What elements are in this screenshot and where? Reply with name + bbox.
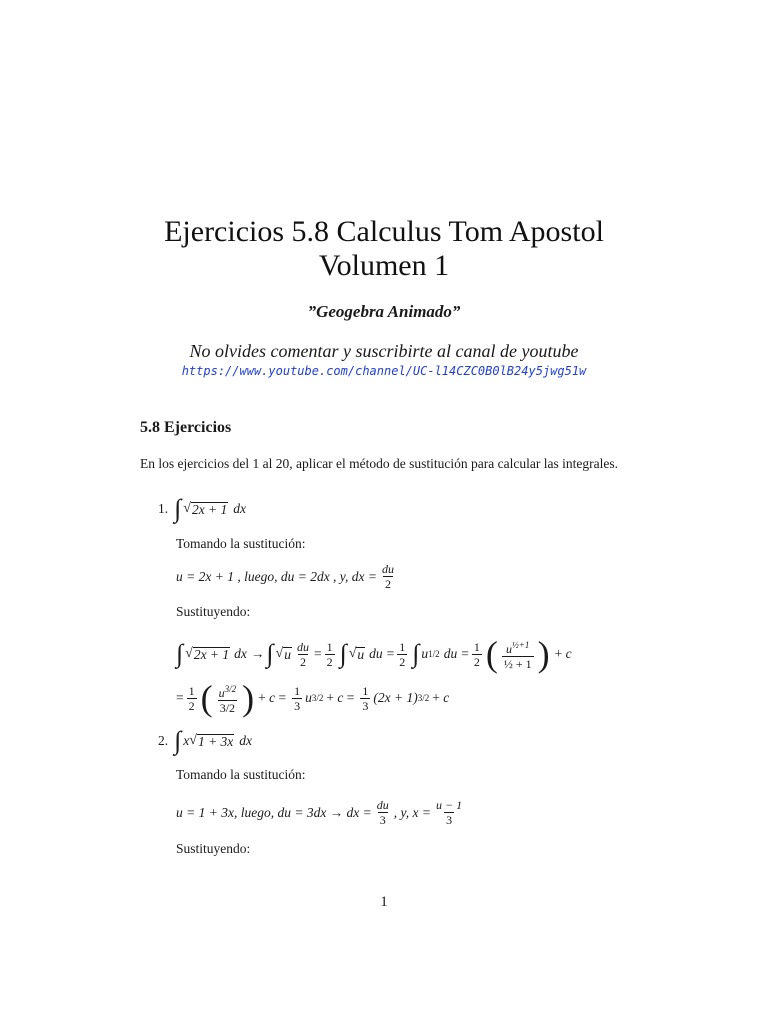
exercise-1-substitution-text: u = 2x + 1 , luego, du = 2dx , y, dx =	[176, 568, 378, 584]
section-heading: 5.8 Ejercicios	[140, 419, 232, 436]
exercise-1-derivation-line-2: = $\frac{1}{2}$ ( $\frac{u^{3/2}}{3/2}$ ) + c = $\frac{1}{3}$ u 3/2 + c = $\frac{1}{3}$ (2x + 1) 3/2 + c	[176, 678, 450, 718]
exercise-1-radicand: 2x + 1	[191, 501, 228, 517]
exercise-2-substitution	[176, 798, 467, 827]
title-line-1: Ejercicios 5.8 Calculus Tom Apostol	[164, 215, 604, 248]
youtube-channel-link[interactable]: https://www.youtube.com/channel/UC-l14CZC0B0lB24y5jwg51w	[181, 364, 587, 378]
page-number: 1	[380, 894, 388, 910]
exercise-2-frac2-den: 3	[446, 813, 453, 827]
exercise-2-statement: 2. ∫ x √ 1 + 3x dx	[158, 726, 253, 755]
exercise-2-substituting-label: Sustituyendo:	[176, 841, 251, 856]
section-intro: En los ejercicios del 1 al 20, aplicar el método de sustitución para calcular las integrales.	[140, 456, 618, 471]
exercise-1-substitution	[176, 562, 399, 591]
exercise-2-sub-mid: , y, x =	[393, 804, 432, 820]
exercise-1-frac-den: 2	[385, 577, 392, 591]
exercise-2-frac1-den: 3	[379, 813, 386, 827]
exercise-1-frac-num: du	[382, 562, 395, 576]
exercise-2-dx: dx	[239, 733, 253, 748]
exercise-1-derivation-line-1: ∫ √ 2x + 1 dx → ∫ √ u $\frac{du}{2}$ = $\frac{1}{2}$ ∫ √ u du = $\frac{1}{2}$ ∫ u 1/2 du = $\frac{1}{2}$ ( $\frac{u^{\frac{1}{2}+1}}{\text{½ + 1}}$ ) + c	[176, 634, 572, 674]
exercise-2-x: x	[183, 733, 190, 748]
title-line-2: Volumen 1	[318, 249, 450, 282]
exercise-2-frac1-num: du	[376, 798, 389, 812]
subscribe-reminder: No olvides comentar y suscribirte al canal de youtube	[189, 341, 579, 361]
exercise-2-radicand: 1 + 3x	[197, 733, 234, 749]
exercise-2-substitution-text: u = 1 + 3x, luego, du = 3dx → dx =	[176, 804, 372, 820]
exercise-1-number: 1.	[158, 501, 169, 516]
exercise-1-dx: dx	[233, 501, 247, 516]
subtitle: ”Geogebra Animado”	[307, 302, 461, 321]
exercise-2-number: 2.	[158, 733, 169, 748]
exercise-1-substituting-label: Sustituyendo:	[176, 604, 251, 619]
exercise-1-statement: 1. ∫ √ 2x + 1 dx	[158, 494, 247, 523]
exercise-2-frac2-num: u − 1	[436, 798, 463, 812]
exercise-2-step-label: Tomando la sustitución:	[176, 767, 306, 782]
exercise-1-step-label: Tomando la sustitución:	[176, 536, 306, 551]
